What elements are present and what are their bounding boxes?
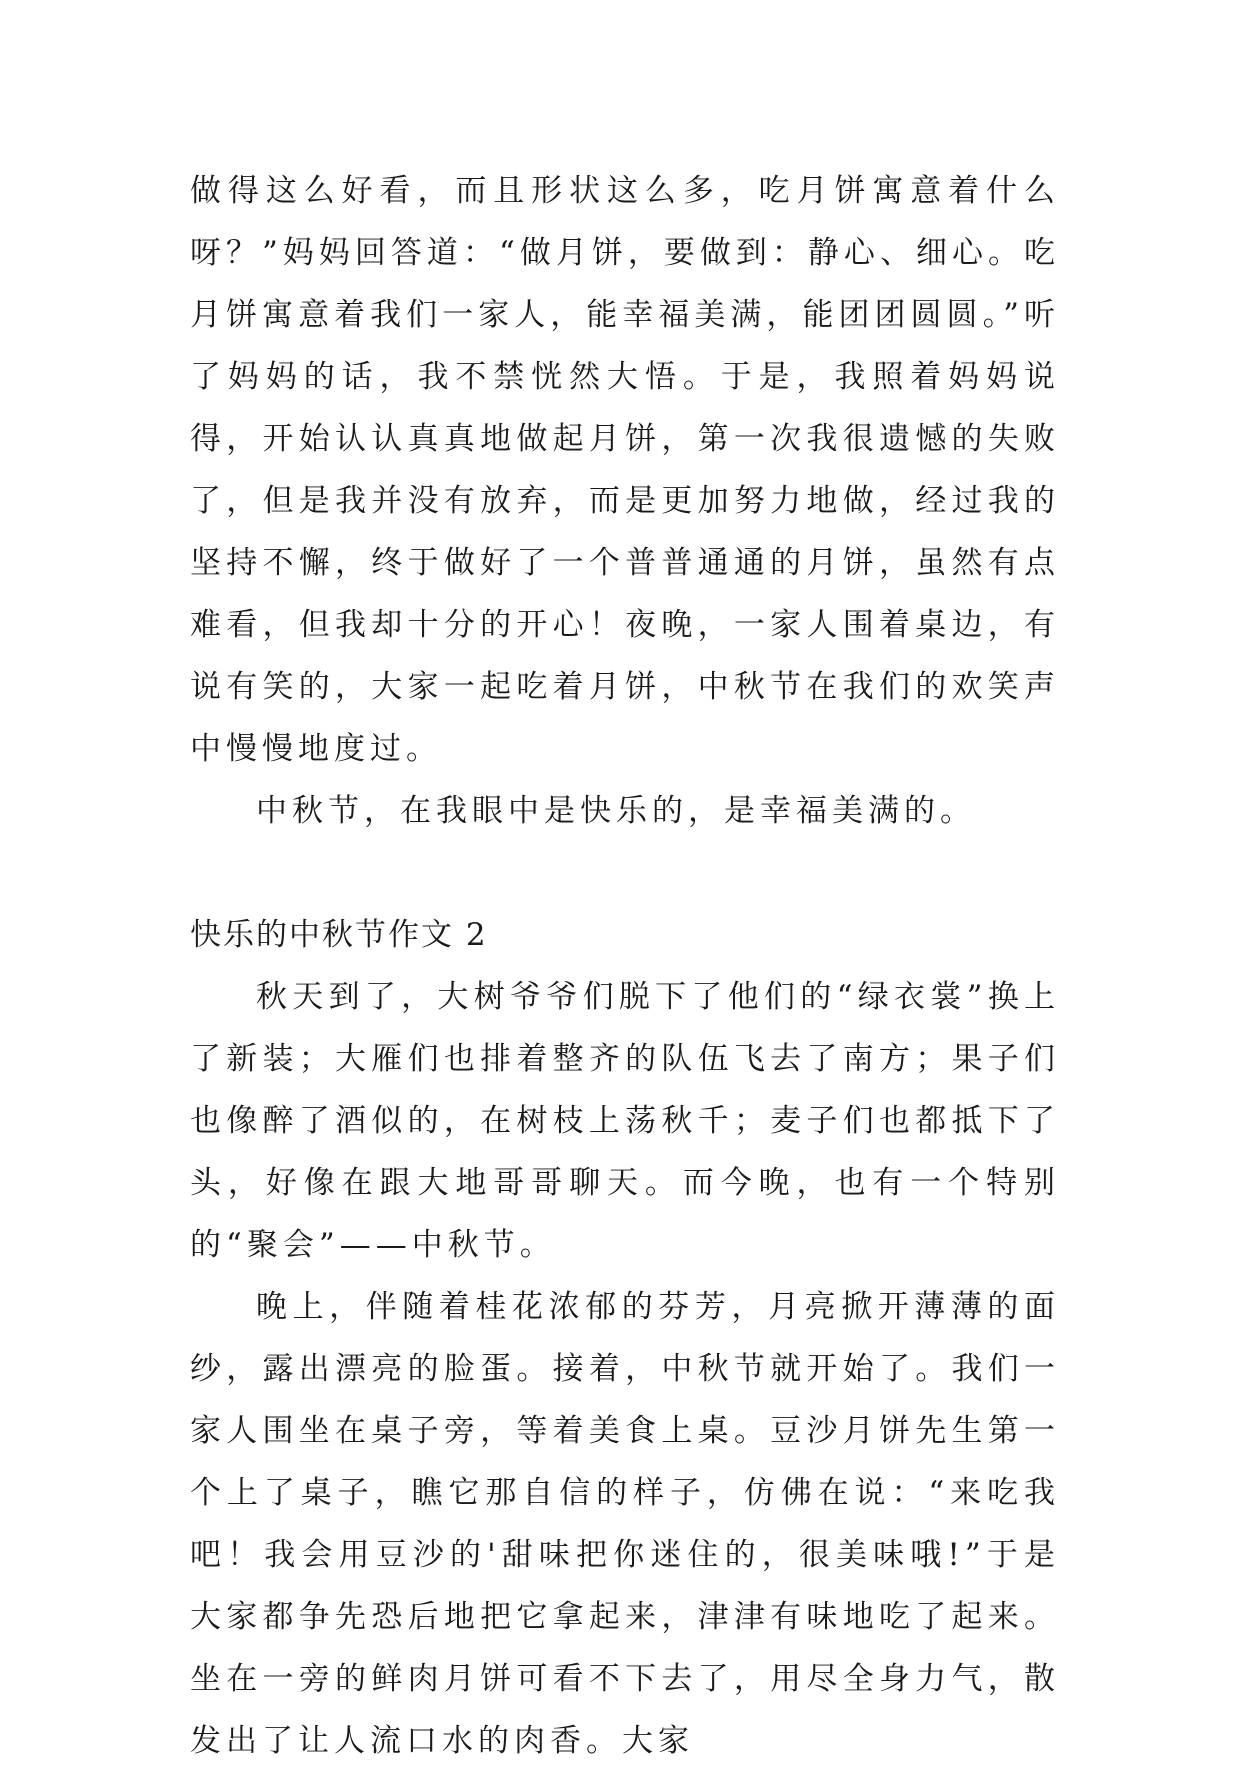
paragraph-conclusion: 中秋节，在我眼中是快乐的，是幸福美满的。 [256,793,976,829]
document-body [190,160,1060,1772]
essay-heading: 快乐的中秋节作文 2 [190,917,488,953]
paragraph-autumn: 秋天到了，大树爷爷们脱下了他们的“绿衣裳”换上了新装；大雁们也排着整齐的队伍飞去了南方；果子们也像醉了酒似的，在树枝上荡秋千；麦子们也都抵下了头，好像在跟大地哥哥聊天。而今晚，也有一个特别的“聚会”——中秋节。 [190,979,1060,1263]
paragraph-continued: 做得这么好看，而且形状这么多，吃月饼寓意着什么呀？”妈妈回答道：“做月饼，要做到：静心、细心。吃月饼寓意着我们一家人，能幸福美满，能团团圆圆。”听了妈妈的话，我不禁恍然大悟。于是，我照着妈妈说得，开始认认真真地做起月饼，第一次我很遗憾的失败了，但是我并没有放弃，而是更加努力地做，经过我的坚持不懈，终于做好了一个普普通通的月饼，虽然有点难看，但我却十分的开心！夜晚，一家人围着桌边，有说有笑的，大家一起吃着月饼，中秋节在我们的欢笑声中慢慢地度过。 [190,173,1060,767]
paragraph-evening: 晚上，伴随着桂花浓郁的芬芳，月亮掀开薄薄的面纱，露出漂亮的脸蛋。接着，中秋节就开始了。我们一家人围坐在桌子旁，等着美食上桌。豆沙月饼先生第一个上了桌子，瞧它那自信的样子，仿佛在说：“来吃我吧！我会用豆沙的'甜味把你迷住的，很美味哦!”于是大家都争先恐后地把它拿起来，津津有味地吃了起来。坐在一旁的鲜肉月饼可看不下去了，用尽全身力气，散发出了让人流口水的肉香。大家 [190,1289,1060,1759]
